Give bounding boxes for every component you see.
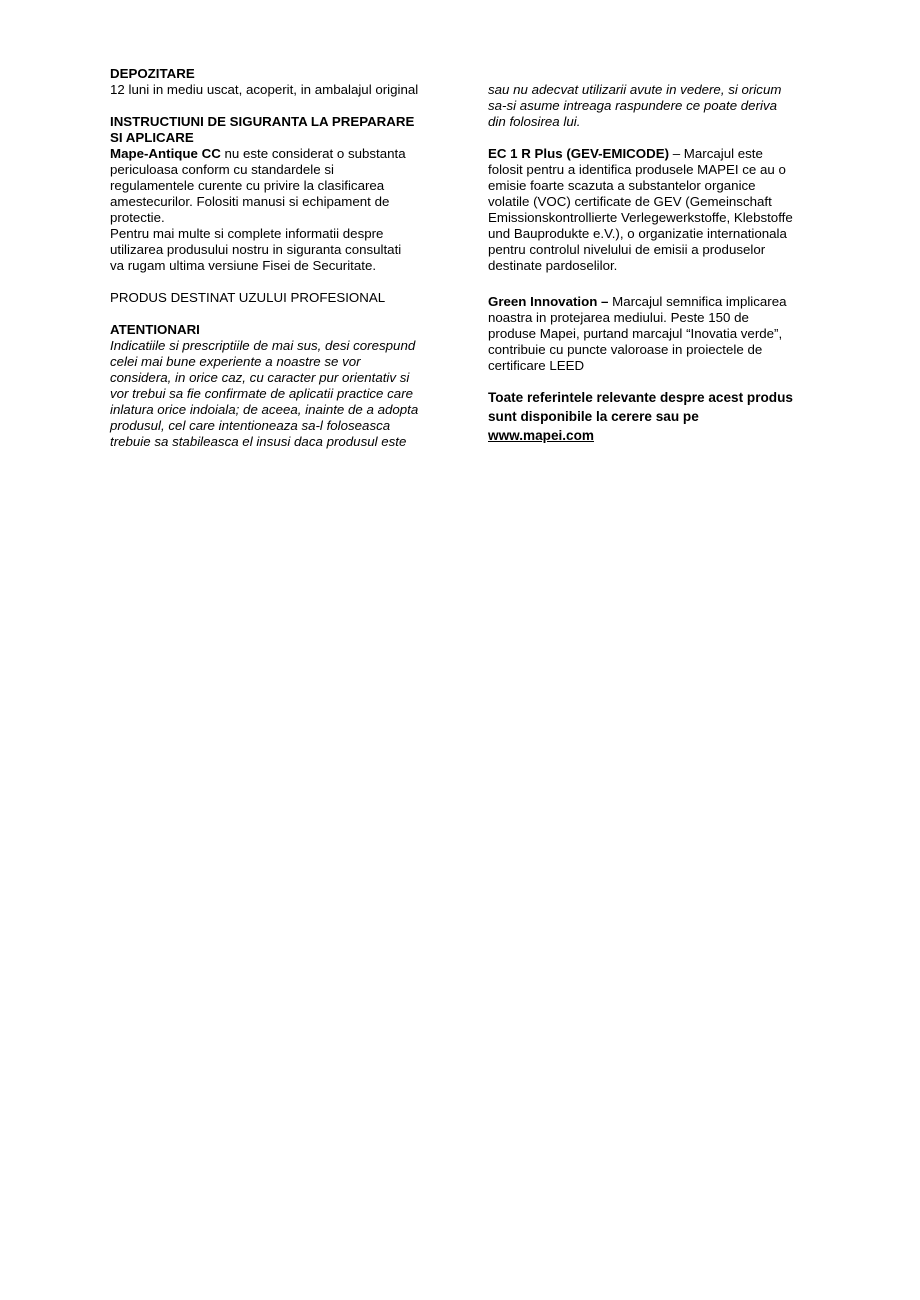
- right-column: [488, 82, 818, 445]
- warnings-section: [110, 322, 450, 450]
- safety-section: [110, 114, 450, 274]
- green-innovation-line: noastra in protejarea mediului. Peste 150 de: [488, 310, 749, 325]
- warnings-line: din folosirea lui.: [488, 114, 581, 129]
- emicode-line: folosit pentru a identifica produsele MAPEI ce au o: [488, 162, 786, 177]
- warnings-line: considera, in orice caz, cu caracter pur orientativ si: [110, 370, 410, 385]
- safety-line: utilizarea produsului nostru in siguranta consultati: [110, 242, 402, 257]
- warnings-line: vor trebui sa fie confirmate de aplicatii practice care: [110, 386, 414, 401]
- safety-line: regulamentele curente cu privire la clasificarea: [110, 178, 385, 193]
- left-column: [110, 66, 450, 450]
- mapei-website-link[interactable]: www.mapei.com: [488, 428, 595, 443]
- warnings-line: celei mai bune experiente a noastre se vor: [110, 354, 361, 369]
- emicode-line: volatile (VOC) certificate de GEV (Gemeinschaft: [488, 194, 772, 209]
- emicode-line: und Bauprodukte e.V.), o organizatie internationala: [488, 226, 787, 241]
- storage-text: 12 luni in mediu uscat, acoperit, in ambalajul original: [110, 82, 419, 97]
- warnings-line: sau nu adecvat utilizarii avute in vedere, si oricum: [488, 82, 782, 97]
- safety-line: [110, 146, 450, 162]
- warnings-line: produsul, cel care intentioneaza sa-l foloseasca: [110, 418, 391, 433]
- emicode-section: [488, 146, 818, 274]
- storage-section: [110, 66, 450, 98]
- safety-line: Pentru mai multe si complete informatii despre: [110, 226, 384, 241]
- safety-heading-line-2: SI APLICARE: [110, 130, 194, 145]
- green-innovation-line: certificare LEED: [488, 358, 585, 373]
- safety-line: va rugam ultima versiune Fisei de Securitate.: [110, 258, 377, 273]
- storage-heading: DEPOZITARE: [110, 66, 195, 81]
- green-innovation-label: Green Innovation –: [488, 294, 609, 309]
- safety-line: protectie.: [110, 210, 165, 225]
- green-innovation-line: contribuie cu puncte valoroase in proiectele de: [488, 342, 763, 357]
- references-line: sunt disponibile la cerere sau pe: [488, 409, 699, 424]
- warnings-heading: ATENTIONARI: [110, 322, 200, 337]
- references-line: Toate referintele relevante despre acest produs: [488, 390, 793, 405]
- warnings-line: trebuie sa stabileasca el insusi daca produsul este: [110, 434, 407, 449]
- green-innovation-section: [488, 294, 818, 374]
- emicode-label: EC 1 R Plus (GEV-EMICODE): [488, 146, 670, 161]
- emicode-line: pentru controlul nivelului de emisii a produselor: [488, 242, 766, 257]
- green-innovation-line-text: Marcajul semnifica implicarea: [608, 294, 787, 309]
- safety-line-text: nu este considerat o substanta: [220, 146, 406, 161]
- product-name: Mape-Antique CC: [110, 146, 221, 161]
- warnings-line: Indicatiile si prescriptiile de mai sus, desi corespund: [110, 338, 416, 353]
- emicode-line: [488, 146, 818, 162]
- warnings-line: sa-si asume intreaga raspundere ce poate deriva: [488, 98, 778, 113]
- emicode-line: emisie foarte scazuta a substantelor organice: [488, 178, 756, 193]
- emicode-line: destinate pardoselilor.: [488, 258, 618, 273]
- emicode-line: Emissionskontrollierte Verlegewerkstoffe, Klebstoffe: [488, 210, 793, 225]
- green-innovation-line: produse Mapei, purtand marcajul “Inovatia verde”,: [488, 326, 783, 341]
- warnings-continued: [488, 82, 818, 130]
- professional-use-notice: PRODUS DESTINAT UZULUI PROFESIONAL: [110, 290, 386, 305]
- references-section: [488, 388, 818, 445]
- safety-line: periculoasa conform cu standardele si: [110, 162, 334, 177]
- warnings-line: inlatura orice indoiala; de aceea, inainte de a adopta: [110, 402, 419, 417]
- emicode-line-text: – Marcajul este: [669, 146, 763, 161]
- safety-line: amestecurilor. Folositi manusi si echipament de: [110, 194, 390, 209]
- safety-heading-line-1: INSTRUCTIUNI DE SIGURANTA LA PREPARARE: [110, 114, 415, 129]
- green-innovation-line: [488, 294, 818, 310]
